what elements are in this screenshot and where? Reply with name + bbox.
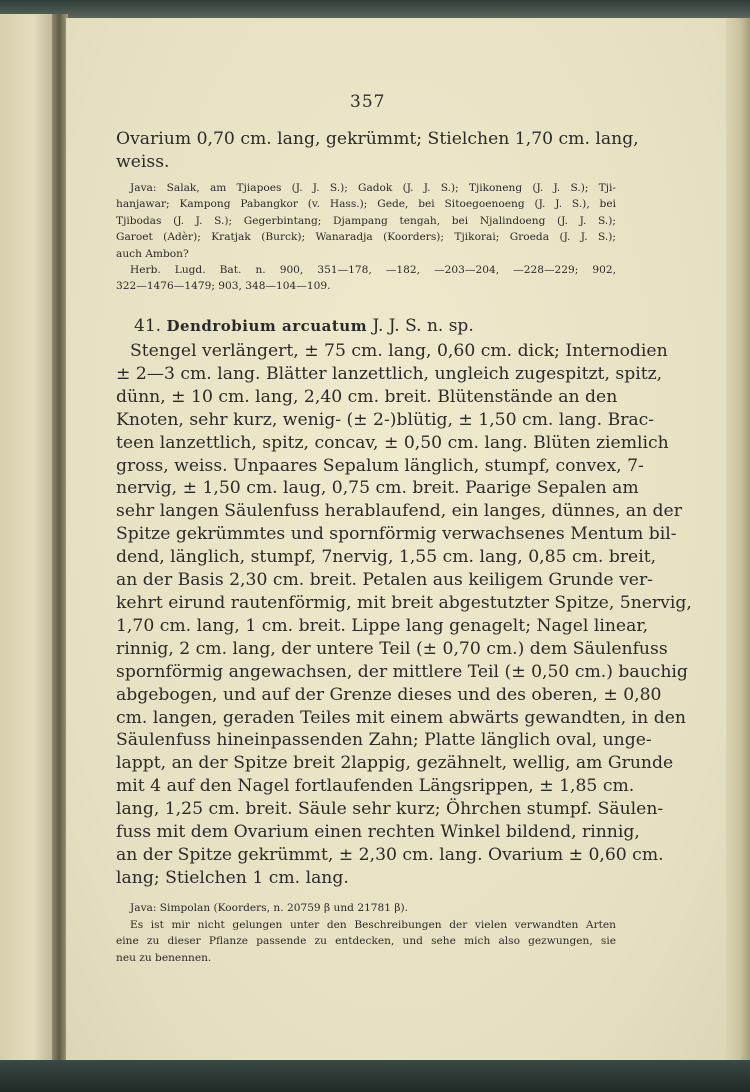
species-number: 41.	[134, 316, 162, 336]
description-line: Säulenfuss hineinpassenden Zahn; Platte länglich oval, unge-	[116, 730, 652, 751]
note-block	[116, 917, 616, 966]
page-edge-right	[724, 18, 750, 1066]
description-line: mit 4 auf den Nagel fortlaufenden Längsrippen, ± 1,85 cm.	[116, 776, 635, 797]
species-author: J. J. S. n. sp.	[372, 316, 474, 336]
facing-page-edge	[0, 14, 56, 1064]
species-description	[116, 340, 692, 890]
species-name: Dendrobium arcuatum	[166, 317, 368, 335]
description-line: an der Spitze gekrümmt, ± 2,30 cm. lang. Ovarium ± 0,60 cm.	[116, 844, 664, 865]
species-heading	[134, 316, 474, 336]
note-line: Es ist mir nicht gelungen unter den Beschreibungen der vielen verwandten Arten	[130, 919, 616, 931]
text-line: Ovarium 0,70 cm. lang, gekrümmt; Stielchen 1,70 cm. lang,	[116, 129, 639, 149]
note-line: eine zu dieser Pflanze passende zu entdecken, und sehe mich also gezwungen, sie	[116, 935, 616, 948]
note-line: neu zu benennen.	[116, 951, 212, 964]
description-line: abgebogen, und auf der Grenze dieses und des oberen, ± 0,80	[116, 684, 662, 705]
locality-line: Tjibodas (J. J. S.); Gegerbintang; Djampang tengah, bei Njalindoeng (J. J. S.);	[116, 214, 616, 227]
scan-bottom-edge	[0, 1060, 750, 1092]
description-line: an der Basis 2,30 cm. breit. Petalen aus keiligem Grunde ver-	[116, 570, 653, 591]
description-line: sehr langen Säulenfuss herablaufend, ein langes, dünnes, an der	[116, 501, 682, 522]
description-line: dünn, ± 10 cm. lang, 2,40 cm. breit. Blütenstände an den	[116, 386, 618, 407]
description-line: teen lanzettlich, spitz, concav, ± 0,50 cm. lang. Blüten ziemlich	[116, 432, 669, 453]
herbarium-line: Herb. Lugd. Bat. n. 900, 351—178, —182, —203—204, —228—229; 902,	[130, 264, 616, 276]
description-line: cm. langen, geraden Teiles mit einem abwärts gewandten, in den	[116, 707, 686, 728]
locality-block-2	[116, 900, 616, 916]
description-line: Stengel verlängert, ± 75 cm. lang, 0,60 cm. dick; Internodien	[130, 341, 668, 361]
text-line: weiss.	[116, 151, 170, 172]
description-line: lang, 1,25 cm. breit. Säule sehr kurz; Öhrchen stumpf. Säulen-	[116, 799, 664, 820]
herbarium-line: 322—1476—1479; 903, 348—104—109.	[116, 280, 331, 293]
locality-line: Java: Simpolan (Koorders, n. 20759 β und 21781 β).	[130, 902, 409, 914]
herbarium-block	[116, 262, 616, 295]
locality-line: hanjawar; Kampong Pabangkor (v. Hass.); Gede, bei Sitoegoenoeng (J. J. S.), bei	[116, 198, 616, 211]
description-line: ± 2—3 cm. lang. Blätter lanzettlich, ungleich zugespitzt, spitz,	[116, 363, 663, 384]
description-line: lappt, an der Spitze breit 2lappig, gezähnelt, wellig, am Grunde	[116, 753, 674, 774]
description-line: Knoten, sehr kurz, wenig- (± 2-)blütig, ± 1,50 cm. lang. Brac-	[116, 409, 655, 430]
locality-line: auch Ambon?	[116, 247, 189, 260]
locality-block	[116, 180, 616, 262]
locality-line: Java: Salak, am Tjiapoes (J. J. S.); Gadok (J. J. S.); Tjikoneng (J. J. S.); Tji-	[130, 182, 616, 194]
description-line: fuss mit dem Ovarium einen rechten Winkel bildend, rinnig,	[116, 822, 640, 843]
description-line: kehrt eirund rautenförmig, mit breit abgestutzter Spitze, 5nervig,	[116, 592, 692, 613]
scan-top-edge	[0, 0, 750, 20]
description-line: 1,70 cm. lang, 1 cm. breit. Lippe lang genagelt; Nagel linear,	[116, 615, 649, 636]
locality-line: Garoet (Adèr); Kratjak (Burck); Wanaradja (Koorders); Tjikorai; Groeda (J. J. S.);	[116, 231, 616, 244]
description-line: lang; Stielchen 1 cm. lang.	[116, 867, 349, 888]
description-line: gross, weiss. Unpaares Sepalum länglich, stumpf, convex, 7-	[116, 455, 644, 476]
description-line: Spitze gekrümmtes und spornförmig verwachsenes Mentum bil-	[116, 524, 677, 545]
description-line: dend, länglich, stumpf, 7nervig, 1,55 cm. lang, 0,85 cm. breit,	[116, 547, 657, 568]
ovarium-paragraph	[116, 128, 639, 174]
description-line: spornförmig angewachsen, der mittlere Teil (± 0,50 cm.) bauchig	[116, 661, 688, 682]
description-line: nervig, ± 1,50 cm. laug, 0,75 cm. breit. Paarige Sepalen am	[116, 478, 639, 499]
page-number: 357	[350, 92, 386, 112]
description-line: rinnig, 2 cm. lang, der untere Teil (± 0,70 cm.) dem Säulenfuss	[116, 638, 668, 659]
